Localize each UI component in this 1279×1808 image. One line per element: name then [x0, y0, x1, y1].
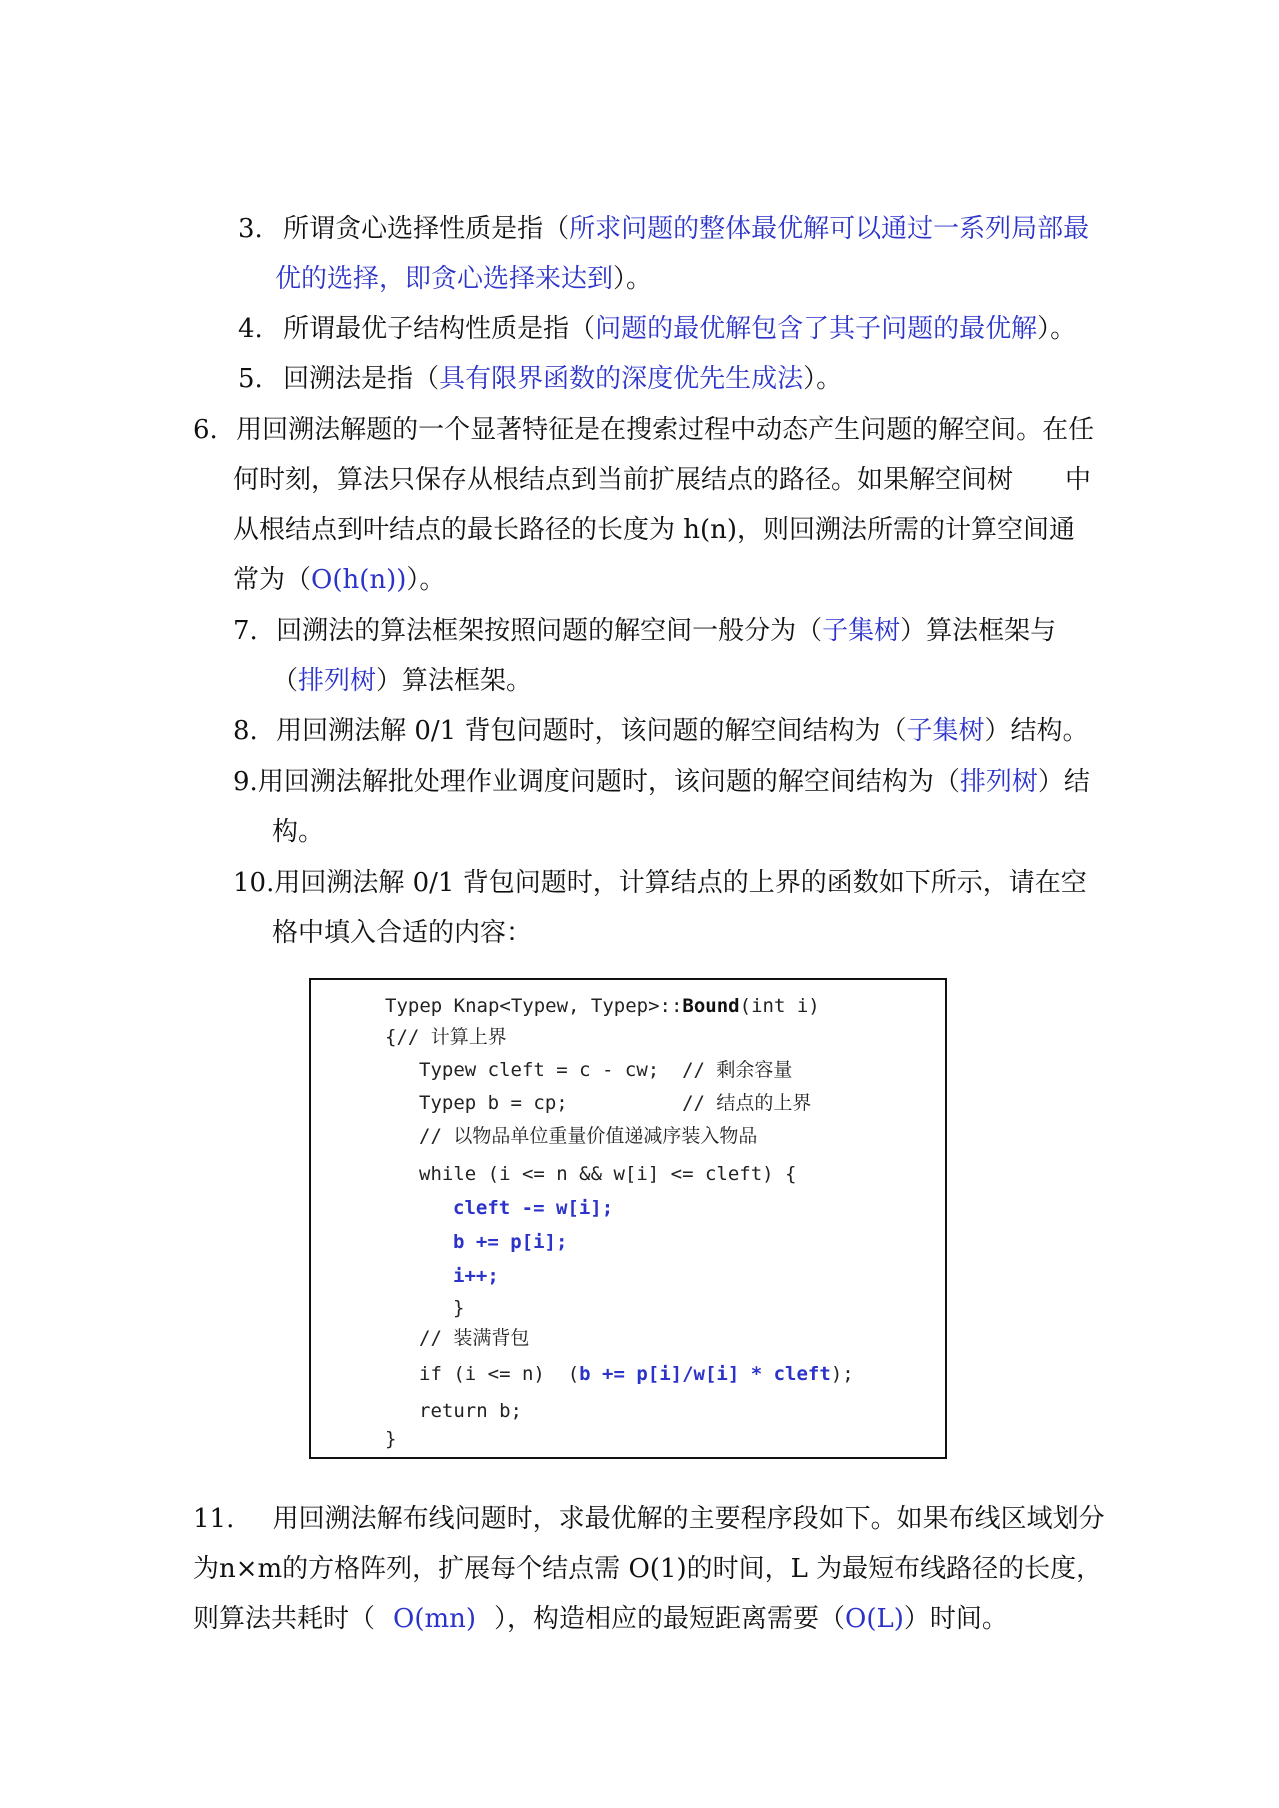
code-block	[309, 978, 947, 1459]
question-text: 用回溯法解 0/1 背包问题时，该问题的解空间结构为（	[276, 716, 907, 746]
question-number: 5.	[238, 364, 263, 394]
question-number: 10.	[233, 868, 275, 898]
question-tail: ）。	[803, 364, 843, 394]
code-line-13	[419, 1399, 522, 1423]
question-number: 7.	[233, 616, 258, 646]
question-text: 用回溯法解布线问题时，求最优解的主要程序段如下。如果布线区域划分	[272, 1504, 1105, 1534]
code-comment: // 以物品单位重量价值递减序装入物品	[419, 1125, 758, 1147]
question-text: ）算法框架与	[900, 616, 1057, 646]
code-line-9	[453, 1264, 499, 1288]
code-line-4	[419, 1091, 811, 1115]
question-text: 所谓最优子结构性质是指（	[283, 314, 596, 344]
code-text: Typep Knap<Typew, Typep>::	[385, 995, 683, 1017]
question-text: 回溯法是指（	[283, 364, 440, 394]
question-10-line-2	[272, 916, 532, 950]
code-answer: i++;	[453, 1265, 499, 1287]
question-text: 常为（	[233, 565, 312, 595]
answer-text: 子集树	[906, 716, 985, 746]
code-line-12	[419, 1362, 854, 1386]
code-text: Typew cleft = c - cw; // 剩余容量	[419, 1059, 793, 1081]
code-line-14	[385, 1427, 396, 1451]
question-text: 何时刻，算法只保存从根结点到当前扩展结点的路径。如果解空间树 中	[233, 465, 1092, 495]
answer-text: 排列树	[298, 666, 377, 696]
code-line-5	[419, 1124, 757, 1148]
code-line-3	[419, 1058, 792, 1082]
question-9-line-1	[233, 765, 1090, 799]
question-4	[238, 312, 1076, 346]
code-text: {// 计算上界	[385, 1026, 507, 1048]
question-6-line-3	[233, 513, 1075, 547]
question-8	[233, 714, 1088, 748]
question-number: 9.	[233, 767, 258, 797]
question-number: 11.	[193, 1504, 235, 1534]
question-text: 回溯法的算法框架按照问题的解空间一般分为（	[276, 616, 823, 646]
code-answer: b += p[i];	[453, 1231, 568, 1253]
question-tail: ）。	[613, 264, 653, 294]
question-text: 则算法共耗时（	[193, 1604, 376, 1634]
code-line-6	[419, 1162, 797, 1186]
code-text: }	[385, 1428, 397, 1450]
question-6-line-4	[233, 563, 445, 597]
question-tail: ）。	[406, 565, 446, 595]
question-number: 8.	[233, 716, 258, 746]
question-10-line-1	[233, 866, 1087, 900]
code-line-10	[453, 1296, 464, 1320]
answer-text: O(h(n))	[311, 565, 407, 595]
question-11-line-3	[193, 1602, 1008, 1636]
answer-text: 具有限界函数的深度优先生成法	[439, 364, 804, 394]
answer-text: 子集树	[822, 616, 901, 646]
question-tail: ）时间。	[903, 1604, 1008, 1634]
question-text: 用回溯法解题的一个显著特征是在搜索过程中动态产生问题的解空间。在任	[236, 415, 1095, 445]
question-text: 从根结点到叶结点的最长路径的长度为 h(n)，则回溯法所需的计算空间通	[233, 515, 1076, 545]
question-3-line-2	[275, 262, 652, 296]
code-text: );	[830, 1363, 854, 1385]
question-number: 3.	[238, 214, 263, 244]
code-text: Typep b = cp; // 结点的上界	[419, 1092, 812, 1114]
code-text: }	[453, 1297, 465, 1319]
answer-text: O(L)	[845, 1604, 904, 1634]
question-number: 6.	[193, 415, 218, 445]
question-11-line-2	[193, 1552, 1102, 1586]
code-text: (int i)	[739, 995, 820, 1017]
code-line-7	[453, 1196, 613, 1220]
question-6-line-1	[193, 413, 1094, 447]
answer-text: 问题的最优解包含了其子问题的最优解	[595, 314, 1038, 344]
code-line-2	[385, 1025, 507, 1049]
question-9-line-2	[272, 815, 324, 849]
question-text: ），构造相应的最短距离需要（	[494, 1604, 846, 1634]
code-comment: // 装满背包	[419, 1327, 530, 1349]
question-tail: ）结	[1037, 767, 1090, 797]
question-text: 构。	[272, 817, 325, 847]
question-text: 格中填入合适的内容：	[272, 918, 533, 948]
answer-text: 所求问题的整体最优解可以通过一系列局部最	[569, 214, 1090, 244]
code-function-name: Bound	[682, 995, 740, 1017]
question-tail: ）算法框架。	[376, 666, 533, 696]
code-line-8	[453, 1230, 567, 1254]
code-text: return b;	[419, 1400, 522, 1422]
question-text: 用回溯法解批处理作业调度问题时，该问题的解空间结构为（	[257, 767, 960, 797]
answer-text: O(mn)	[393, 1604, 477, 1634]
code-answer: b += p[i]/w[i] * cleft	[579, 1363, 831, 1385]
code-text: if (i <= n) (	[419, 1363, 580, 1385]
question-5	[238, 362, 842, 396]
question-text: （	[272, 666, 299, 696]
question-7-line-1	[233, 614, 1056, 648]
code-text: while (i <= n && w[i] <= cleft) {	[419, 1163, 797, 1185]
code-line-1	[385, 994, 820, 1018]
question-text: 为n×m的方格阵列，扩展每个结点需 O(1)的时间，L 为最短布线路径的长度，	[193, 1554, 1103, 1584]
question-6-line-2	[233, 463, 1091, 497]
question-7-line-2	[272, 664, 532, 698]
answer-text: 优的选择，即贪心选择来达到	[275, 264, 614, 294]
question-3-line-1	[238, 212, 1089, 246]
question-11-line-1	[193, 1502, 1105, 1536]
code-answer: cleft -= w[i];	[453, 1197, 614, 1219]
question-text: 用回溯法解 0/1 背包问题时，计算结点的上界的函数如下所示，请在空	[274, 868, 1087, 898]
answer-text: 排列树	[959, 767, 1038, 797]
code-line-11	[419, 1326, 529, 1350]
question-text: 所谓贪心选择性质是指（	[283, 214, 570, 244]
question-number: 4.	[238, 314, 263, 344]
question-tail: ）。	[1037, 314, 1077, 344]
question-tail: ）结构。	[984, 716, 1089, 746]
